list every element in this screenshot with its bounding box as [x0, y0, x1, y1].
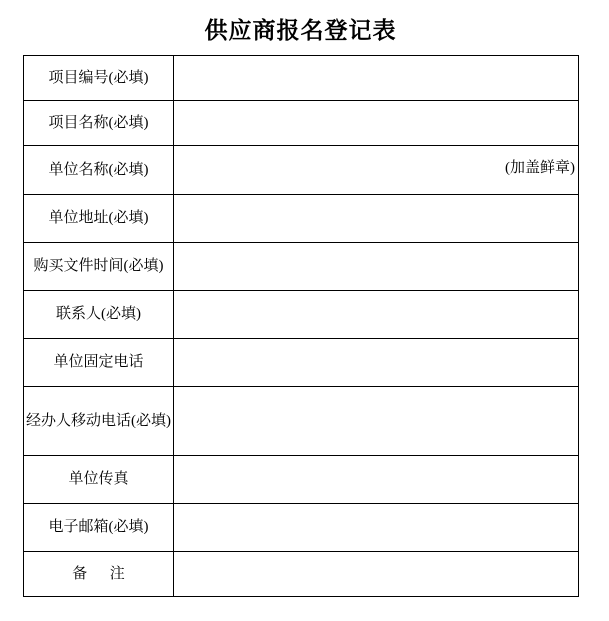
- table-row: [24, 291, 579, 339]
- input-cell-company-fax[interactable]: [174, 456, 579, 504]
- input-cell-company-address[interactable]: [174, 195, 579, 243]
- input-cell-purchase-document-time[interactable]: [174, 243, 579, 291]
- input-cell-project-name[interactable]: [174, 101, 579, 146]
- label-purchase-document-time: 购买文件时间(必填): [24, 243, 174, 291]
- label-company-fax: 单位传真: [24, 456, 174, 504]
- input-cell-remarks[interactable]: [174, 552, 579, 597]
- table-row: [24, 243, 579, 291]
- table-row: [24, 339, 579, 387]
- table-row: [24, 456, 579, 504]
- table-row: [24, 504, 579, 552]
- label-company-name: 单位名称(必填): [24, 146, 174, 195]
- stamp-note: (加盖鲜章): [505, 160, 575, 176]
- label-project-name: 项目名称(必填): [24, 101, 174, 146]
- table-row: [24, 146, 579, 195]
- input-cell-company-name[interactable]: [174, 146, 579, 195]
- input-cell-email[interactable]: [174, 504, 579, 552]
- table-row: [24, 387, 579, 456]
- input-cell-company-landline[interactable]: [174, 339, 579, 387]
- page-title: 供应商报名登记表: [204, 18, 397, 43]
- table-row: [24, 195, 579, 243]
- registration-form-table: [23, 55, 579, 597]
- label-company-address: 单位地址(必填): [24, 195, 174, 243]
- label-company-landline: 单位固定电话: [24, 339, 174, 387]
- label-remarks: 备 注: [24, 552, 174, 597]
- table-row: [24, 56, 579, 101]
- input-cell-project-number[interactable]: [174, 56, 579, 101]
- input-cell-contact-person[interactable]: [174, 291, 579, 339]
- table-row: [24, 101, 579, 146]
- label-project-number: 项目编号(必填): [24, 56, 174, 101]
- label-email: 电子邮箱(必填): [24, 504, 174, 552]
- table-row: [24, 552, 579, 597]
- label-contact-person: 联系人(必填): [24, 291, 174, 339]
- input-cell-handler-mobile-phone[interactable]: [174, 387, 579, 456]
- label-handler-mobile-phone: 经办人移动电话(必填): [24, 387, 174, 456]
